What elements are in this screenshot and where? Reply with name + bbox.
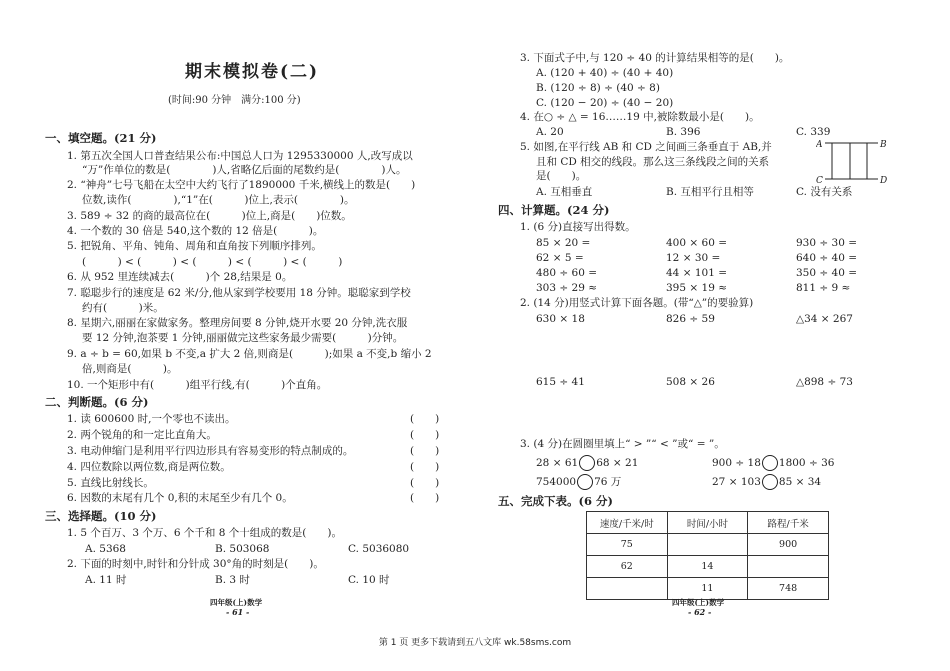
choice-question: 3. 下面式子中,与 120 ÷ 40 的计算结果相等的是( )。 bbox=[520, 52, 790, 64]
oral-calc: 62 × 5 = bbox=[536, 252, 584, 264]
judge-item: 5. 直线比射线长。 bbox=[67, 477, 154, 489]
judge-answer-box[interactable]: ( ) bbox=[410, 461, 440, 473]
oral-calc: 303 ÷ 29 ≈ bbox=[536, 282, 598, 294]
judge-item: 4. 四位数除以两位数,商是两位数。 bbox=[67, 461, 231, 473]
fill-line: 要 12 分钟,泡茶要 1 分钟,丽丽做完这些家务最少需要( )分钟。 bbox=[82, 332, 404, 344]
compare-left: 28 × 61 bbox=[536, 457, 579, 469]
judge-answer-box[interactable]: ( ) bbox=[410, 429, 440, 441]
figure-label-d: D bbox=[880, 176, 888, 186]
exam-subtitle: (时间:90 分钟 满分:100 分) bbox=[168, 95, 301, 106]
choice-option: B. 396 bbox=[666, 126, 701, 138]
oral-calc: 395 × 19 ≈ bbox=[666, 282, 728, 294]
fill-line: “万”作单位的数是( )人,省略亿后面的尾数约是( )人。 bbox=[82, 164, 407, 176]
compare-circle[interactable] bbox=[762, 474, 778, 490]
oral-calc: 12 × 30 = bbox=[666, 252, 721, 264]
vertical-calc: △34 × 267 bbox=[796, 313, 853, 325]
section-calc-heading: 四、计算题。(24 分) bbox=[498, 203, 610, 217]
table-cell-blank[interactable] bbox=[587, 578, 668, 600]
compare-right: 76 万 bbox=[594, 476, 622, 488]
choice-question: 是( )。 bbox=[536, 170, 587, 182]
oral-calc: 400 × 60 = bbox=[666, 237, 728, 249]
choice-option: B. 3 时 bbox=[215, 574, 250, 586]
compare-item bbox=[712, 474, 821, 490]
oral-calc: 350 ÷ 40 = bbox=[796, 267, 858, 279]
judge-answer-box[interactable]: ( ) bbox=[410, 445, 440, 457]
section-table-heading: 五、完成下表。(6 分) bbox=[498, 494, 613, 508]
fill-line: 9. a ÷ b = 60,如果 b 不变,a 扩大 2 倍,则商是( );如果 a 不变,b 缩小 2 bbox=[67, 348, 432, 360]
choice-option: B. 503068 bbox=[215, 543, 270, 555]
oral-calc: 930 ÷ 30 = bbox=[796, 237, 858, 249]
fill-line: 1. 第五次全国人口普查结果公布:中国总人口为 1295330000 人,改写成以 bbox=[67, 150, 413, 162]
oral-calc: 44 × 101 = bbox=[666, 267, 728, 279]
calc-part-title: 3. (4 分)在圆圈里填上“ > ”“ < ”或“ = ”。 bbox=[520, 438, 725, 450]
fill-line: 2. “神舟”七号飞船在太空中大约飞行了1890000 千米,横线上的数是( ) bbox=[67, 179, 416, 191]
table-cell-blank[interactable] bbox=[667, 534, 748, 556]
figure-label-a: A bbox=[816, 140, 823, 150]
choice-option: C. 没有关系 bbox=[796, 186, 853, 198]
speed-time-distance-table bbox=[586, 511, 829, 600]
choice-option: A. 5368 bbox=[85, 543, 126, 555]
compare-item bbox=[536, 474, 621, 490]
table-header: 时间/小时 bbox=[667, 512, 748, 534]
table-header: 速度/千米/时 bbox=[587, 512, 668, 534]
figure-label-b: B bbox=[880, 140, 887, 150]
vertical-calc: 826 ÷ 59 bbox=[666, 313, 715, 325]
choice-option: B. 互相平行且相等 bbox=[666, 186, 754, 198]
table-cell: 900 bbox=[748, 534, 829, 556]
fill-line: 6. 从 952 里连续减去( )个 28,结果是 0。 bbox=[67, 271, 293, 283]
judge-item: 3. 电动伸缩门是利用平行四边形具有容易变形的特点制成的。 bbox=[67, 445, 354, 457]
section-judge-heading: 二、判断题。(6 分) bbox=[45, 395, 149, 409]
compare-right: 68 × 21 bbox=[596, 457, 639, 469]
download-footer: 第 1 页 更多下载请到五八文库 wk.58sms.com bbox=[378, 638, 572, 648]
oral-calc: 85 × 20 = bbox=[536, 237, 591, 249]
choice-option: C. 5036080 bbox=[348, 543, 410, 555]
vertical-calc: 615 ÷ 41 bbox=[536, 376, 585, 388]
table-cell-blank[interactable] bbox=[748, 556, 829, 578]
judge-item: 1. 读 600600 时,一个零也不读出。 bbox=[67, 413, 236, 425]
fill-line: ( ) < ( ) < ( ) < ( ) < ( ) bbox=[82, 256, 343, 268]
fill-line: 位数,读作( ),“1”在( )位上,表示( )。 bbox=[82, 194, 355, 206]
fill-line: 倍,则商是( )。 bbox=[82, 363, 178, 375]
calc-part-title: 1. (6 分)直接写出得数。 bbox=[520, 221, 636, 233]
judge-answer-box[interactable]: ( ) bbox=[410, 477, 440, 489]
exam-title: 期末模拟卷(二) bbox=[185, 62, 320, 82]
choice-question: 5. 如图,在平行线 AB 和 CD 之间画三条垂直于 AB,并 bbox=[520, 141, 772, 153]
compare-item bbox=[536, 455, 638, 471]
page-number: - 61 - bbox=[226, 607, 250, 617]
compare-left: 27 × 103 bbox=[712, 476, 761, 488]
compare-left: 754000 bbox=[536, 476, 577, 488]
calc-part-title: 2. (14 分)用竖式计算下面各题。(带“△”的要验算) bbox=[520, 297, 754, 309]
figure-label-c: C bbox=[816, 176, 823, 186]
vertical-calc: 630 × 18 bbox=[536, 313, 585, 325]
judge-answer-box[interactable]: ( ) bbox=[410, 492, 440, 504]
fill-line: 8. 星期六,丽丽在家做家务。整理房间要 8 分钟,烧开水要 20 分钟,洗衣服 bbox=[67, 317, 408, 329]
vertical-calc: 508 × 26 bbox=[666, 376, 715, 388]
fill-line: 3. 589 ÷ 32 的商的最高位在( )位上,商是( )位数。 bbox=[67, 210, 352, 222]
compare-circle[interactable] bbox=[762, 455, 778, 471]
table-cell: 14 bbox=[667, 556, 748, 578]
oral-calc: 480 ÷ 60 = bbox=[536, 267, 598, 279]
compare-left: 900 ÷ 18 bbox=[712, 457, 761, 469]
parallel-lines-figure bbox=[816, 136, 888, 188]
fill-line: 4. 一个数的 30 倍是 540,这个数的 12 倍是( )。 bbox=[67, 225, 324, 237]
compare-right: 1800 ÷ 36 bbox=[778, 457, 835, 469]
judge-item: 2. 两个锐角的和一定比直角大。 bbox=[67, 429, 217, 441]
judge-item: 6. 因数的末尾有几个 0,积的末尾至少有几个 0。 bbox=[67, 492, 293, 504]
choice-option: A. 11 时 bbox=[85, 574, 127, 586]
choice-question: 2. 下面的时刻中,时针和分针成 30°角的时刻是( )。 bbox=[67, 558, 324, 570]
section-fill-heading: 一、填空题。(21 分) bbox=[45, 131, 157, 145]
fill-line: 5. 把锐角、平角、钝角、周角和直角按下列顺序排列。 bbox=[67, 240, 322, 252]
page-number: - 62 - bbox=[688, 607, 712, 617]
compare-circle[interactable] bbox=[579, 455, 595, 471]
compare-circle[interactable] bbox=[577, 474, 593, 490]
choice-option: A. 互相垂直 bbox=[536, 186, 593, 198]
choice-question: 1. 5 个百万、3 个万、6 个千和 8 个十组成的数是( )。 bbox=[67, 527, 342, 539]
judge-answer-box[interactable]: ( ) bbox=[410, 413, 440, 425]
vertical-calc: △898 ÷ 73 bbox=[796, 376, 853, 388]
choice-option: C. 10 时 bbox=[348, 574, 390, 586]
table-row bbox=[587, 556, 829, 578]
compare-right: 85 × 34 bbox=[778, 476, 822, 488]
compare-item bbox=[712, 455, 834, 471]
oral-calc: 811 ÷ 9 ≈ bbox=[796, 282, 851, 294]
footer-label: 四年级(上)数学 bbox=[210, 598, 263, 607]
fill-line: 7. 聪聪步行的速度是 62 米/分,他从家到学校要用 18 分钟。聪聪家到学校 bbox=[67, 287, 411, 299]
table-cell: 75 bbox=[587, 534, 668, 556]
fill-line: 约有( )米。 bbox=[82, 302, 164, 314]
table-cell: 11 bbox=[667, 578, 748, 600]
table-header: 路程/千米 bbox=[748, 512, 829, 534]
table-cell: 748 bbox=[748, 578, 829, 600]
choice-option: B. (120 ÷ 8) ÷ (40 ÷ 8) bbox=[536, 82, 660, 94]
choice-question: 4. 在○ ÷ △ = 16……19 中,被除数最小是( )。 bbox=[520, 111, 760, 123]
table-row bbox=[587, 534, 829, 556]
fill-line: 10. 一个矩形中有( )组平行线,有( )个直角。 bbox=[67, 379, 328, 391]
table-cell: 62 bbox=[587, 556, 668, 578]
choice-option: C. (120 − 20) ÷ (40 − 20) bbox=[536, 97, 674, 109]
choice-question: 且和 CD 相交的线段。那么这三条线段之间的关系 bbox=[536, 156, 770, 168]
section-choice-heading: 三、选择题。(10 分) bbox=[45, 509, 157, 523]
oral-calc: 640 ÷ 40 = bbox=[796, 252, 858, 264]
choice-option: A. 20 bbox=[536, 126, 564, 138]
choice-option: C. 339 bbox=[796, 126, 831, 138]
footer-label: 四年级(上)数学 bbox=[672, 598, 725, 607]
choice-option: A. (120 + 40) ÷ (40 + 40) bbox=[536, 67, 674, 79]
